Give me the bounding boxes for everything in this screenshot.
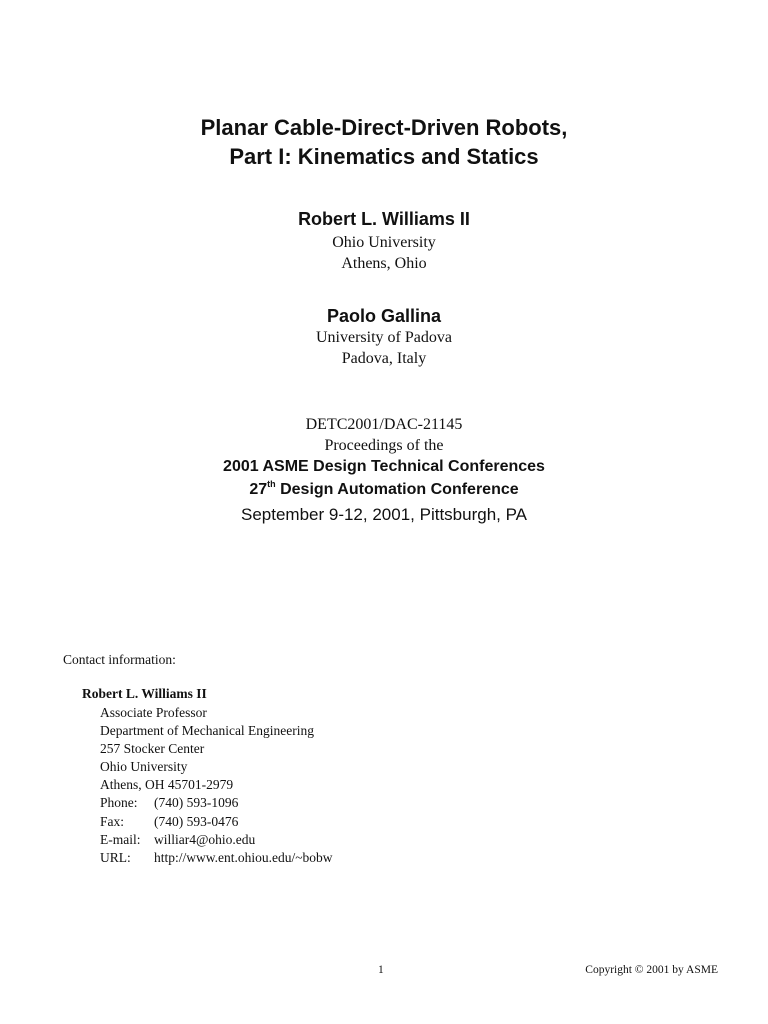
contact-title: Associate Professor bbox=[100, 705, 207, 720]
contact-address-line: 257 Stocker Center bbox=[100, 741, 205, 757]
url-label: URL: bbox=[100, 849, 131, 865]
author-name: Robert L. Williams II bbox=[298, 209, 470, 229]
author-name: Paolo Gallina bbox=[326, 306, 442, 326]
author-affiliation: University of Padova bbox=[316, 329, 452, 346]
contact-label: Contact information: bbox=[63, 652, 176, 667]
author-location: Athens, Ohio bbox=[341, 255, 427, 272]
conference-subtitle bbox=[0, 480, 768, 500]
contact-url bbox=[100, 849, 500, 867]
fax-label: Fax: bbox=[100, 813, 125, 829]
contact-address-line: Ohio University bbox=[100, 759, 188, 775]
conference-dates-location: September 9-12, 2001, Pittsburgh, PA bbox=[240, 505, 528, 524]
paper-title-line-1: Planar Cable-Direct-Driven Robots, bbox=[200, 115, 568, 140]
fax-value: (740) 593-0476 bbox=[154, 813, 239, 829]
paper-title-line-2: Part I: Kinematics and Statics bbox=[229, 144, 539, 169]
proceedings-of: Proceedings of the bbox=[324, 437, 444, 454]
url-value[interactable]: http://www.ent.ohiou.edu/~bobw bbox=[154, 849, 333, 865]
contact-department: Department of Mechanical Engineering bbox=[100, 723, 315, 739]
phone-label: Phone: bbox=[100, 795, 138, 811]
conference-subtitle-text: Design Automation Conference bbox=[275, 481, 519, 498]
contact-address-line: Athens, OH 45701-2979 bbox=[100, 777, 234, 793]
contact-phone bbox=[100, 794, 500, 812]
author-location: Padova, Italy bbox=[341, 350, 427, 367]
contact-email bbox=[100, 831, 500, 849]
email-label: E-mail: bbox=[100, 831, 141, 847]
page-number: 1 bbox=[378, 964, 384, 976]
conference-name: 2001 ASME Design Technical Conferences bbox=[223, 458, 545, 475]
ordinal-suffix: th bbox=[267, 479, 276, 489]
contact-details bbox=[100, 704, 500, 867]
conference-number: 27 bbox=[249, 481, 268, 498]
phone-value: (740) 593-1096 bbox=[154, 795, 239, 811]
author-affiliation: Ohio University bbox=[332, 234, 436, 251]
contact-fax bbox=[100, 813, 500, 831]
copyright-notice: Copyright © 2001 by ASME bbox=[585, 964, 718, 976]
paper-id: DETC2001/DAC-21145 bbox=[305, 416, 463, 433]
contact-name: Robert L. Williams II bbox=[82, 686, 207, 701]
email-value[interactable]: williar4@ohio.edu bbox=[154, 831, 256, 847]
